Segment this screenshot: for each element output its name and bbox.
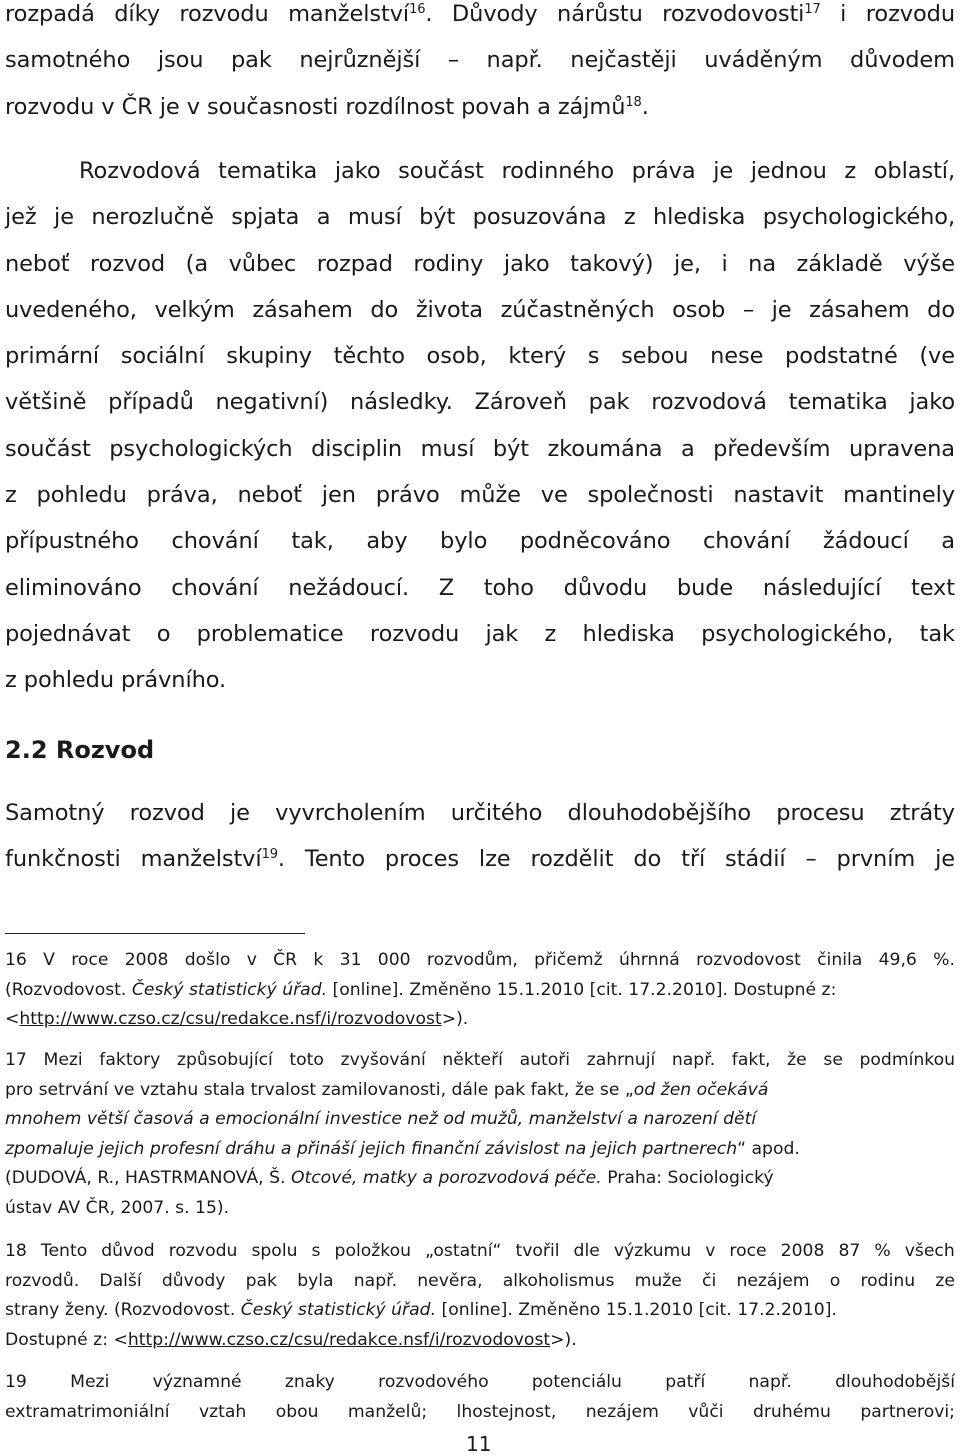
- footnote-ref-16: 16: [409, 2, 426, 17]
- footnote-16: [5, 946, 955, 1035]
- page-number: 11: [466, 1432, 492, 1456]
- footnote-ref-18: 18: [625, 94, 642, 110]
- source-link[interactable]: http://www.czso.cz/csu/redakce.nsf/i/rozvodovost: [127, 1329, 551, 1350]
- text-line: eliminováno chování nežádoucí. Z toho důvodu bude následující text: [5, 574, 955, 601]
- text-line: Samotný rozvod je vyvrcholením určitého dlouhodobějšího procesu ztráty: [5, 800, 955, 826]
- footnote-line: (DUDOVÁ, R., HASTRMANOVÁ, Š. Otcové, matky a porozvodová péče. Praha: Sociologický: [5, 1168, 774, 1188]
- text-line: pojednávat o problematice rozvodu jak z hlediska psychologického, tak: [5, 620, 955, 647]
- footnote-18: [5, 1237, 955, 1355]
- footnote-ref-17: 17: [804, 2, 821, 17]
- source-link[interactable]: http://www.czso.cz/csu/redakce.nsf/i/rozvodovost: [19, 1009, 442, 1029]
- text-line: funkčnosti manželství$^{19}$. Tento proces lze rozdělit do tří stádií – prvním je: [5, 846, 955, 873]
- text-line: z pohledu práva, neboť jen právo může ve společnosti nastavit mantinely: [5, 482, 955, 509]
- footnote-line: extramatrimoniální vztah obou manželů; lhostejnost, nezájem vůči druhému partnerovi;: [5, 1401, 955, 1422]
- section-heading: 2.2 Rozvod: [5, 736, 155, 764]
- text-line: rozvodu v ČR je v současnosti rozdílnost povah a zájmů$^{18}$.: [5, 93, 649, 120]
- footnote-line: zpomaluje jejich profesní dráhu a přináší jejich finanční závislost na jejich partnerech“ apod.: [5, 1138, 800, 1159]
- footnote-line: (Rozvodovost. Český statistický úřad. [online]. Změněno 15.1.2010 [cit. 17.2.2010]. Dostupné z:: [5, 979, 837, 1000]
- footnote-line: 16 V roce 2008 došlo v ČR k 31 000 rozvodům, přičemž úhrnná rozvodovost činila 49,6 %.: [5, 950, 955, 970]
- footnote-line: 19 Mezi významné znaky rozvodového potenciálu patří např. dlouhodobější: [5, 1372, 955, 1392]
- footnote-line: < http://www.czso.cz/csu/redakce.nsf/i/rozvodovost >).: [5, 1005, 955, 1035]
- footnote-line: 18 Tento důvod rozvodu spolu s položkou „ostatní“ tvořil dle výzkumu v roce 2008 87 % všech: [5, 1241, 955, 1261]
- footnote-separator: [5, 933, 305, 934]
- text-line: součást psychologických disciplin musí být zkoumána a především upravena: [5, 435, 955, 462]
- footnote-line: ústav AV ČR, 2007. s. 15).: [5, 1197, 230, 1218]
- footnote-line: rozvodů. Další důvody pak byla např. nevěra, alkoholismus muže či nezájem o rodinu ze: [5, 1270, 955, 1291]
- text-line: primární sociální skupiny těchto osob, který s sebou nese podstatné (ve: [5, 343, 955, 370]
- paragraph-intro: [5, 0, 955, 130]
- footnote-line: strany ženy. (Rozvodovost. Český statistický úřad. [online]. Změněno 15.1.2010 [cit. 17.2.2010].: [5, 1300, 837, 1320]
- text-line: uvedeného, velkým zásahem do života zúčastněných osob – je zásahem do: [5, 296, 955, 323]
- footnote-line: Dostupné z: < http://www.czso.cz/csu/redakce.nsf/i/rozvodovost >).: [5, 1326, 955, 1356]
- footnote-line: 17 Mezi faktory způsobující toto zvyšování někteří autoři zahrnují např. fakt, že se podmínkou: [5, 1050, 955, 1070]
- text-line: Rozvodová tematika jako součást rodinného práva je jednou z oblastí,: [79, 158, 955, 184]
- paragraph-main: [5, 148, 955, 704]
- paragraph-divorce: [5, 790, 955, 883]
- footnote-line: mnohem větší časová a emocionální investice než od mužů, manželství a narození dětí: [5, 1109, 757, 1129]
- text-line: rozpadá díky rozvodu manželství$^{16}$. Důvody nárůstu rozvodovosti$^{17}$ i rozvodu: [5, 1, 955, 27]
- footnote-line: pro setrvání ve vztahu stala trvalost zamilovanosti, dále pak fakt, že se „od žen očekává: [5, 1079, 769, 1100]
- text-line: jež je nerozlučně spjata a musí být posuzována z hlediska psychologického,: [5, 204, 955, 231]
- footnote-ref-19: 19: [261, 847, 278, 863]
- text-line: samotného jsou pak nejrůznější – např. nejčastěji uváděným důvodem: [5, 47, 955, 74]
- text-line: většině případů negativní) následky. Zároveň pak rozvodová tematika jako: [5, 389, 955, 416]
- text-line: přípustného chování tak, aby bylo podněcováno chování žádoucí a: [5, 528, 955, 555]
- footnote-17: [5, 1046, 955, 1223]
- text-line: z pohledu právního.: [5, 667, 227, 694]
- text-line: neboť rozvod (a vůbec rozpad rodiny jako takový) je, i na základě výše: [5, 250, 955, 277]
- footnote-19: [5, 1368, 955, 1427]
